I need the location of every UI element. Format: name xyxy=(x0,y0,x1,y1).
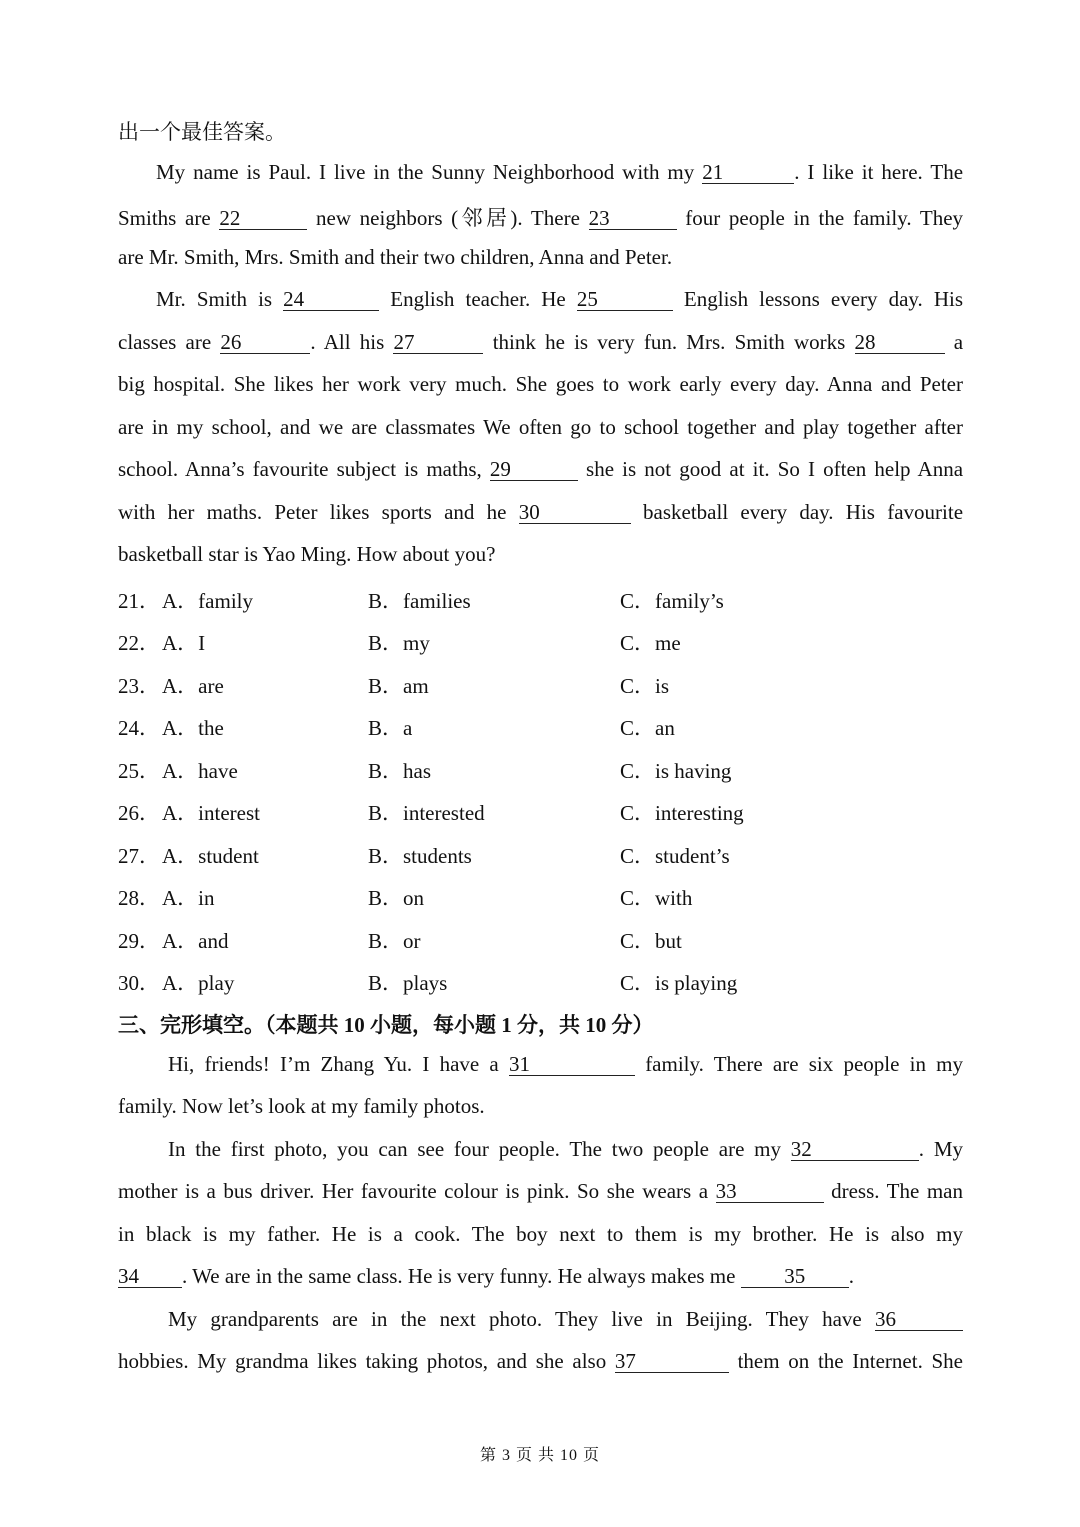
option-c[interactable]: C．student’s xyxy=(620,844,730,868)
option-c[interactable]: C．interesting xyxy=(620,801,744,825)
option-b[interactable]: B．am xyxy=(368,674,429,698)
passage1-line: are in my school, and we are classmates We often go to school together and play together after xyxy=(118,415,963,439)
option-a[interactable]: A．I xyxy=(162,631,206,655)
blank-25[interactable]: 25 xyxy=(577,288,673,311)
option-c[interactable]: C．but xyxy=(620,929,682,953)
question-number: 27． xyxy=(118,844,160,868)
option-b[interactable]: B．or xyxy=(368,929,421,953)
question-number: 30． xyxy=(118,971,160,995)
passage1-line: with her maths. Peter likes sports and he 30 basketball every day. His favourite xyxy=(118,500,964,524)
passage2-line: family. Now let’s look at my family photos. xyxy=(118,1094,485,1118)
option-c[interactable]: C．me xyxy=(620,631,681,655)
passage1-line: Mr. Smith is 24 English teacher. He 25 English lessons every day. His xyxy=(156,287,964,311)
passage1-line: are Mr. Smith, Mrs. Smith and their two children, Anna and Peter. xyxy=(118,245,673,269)
option-b[interactable]: B．families xyxy=(368,589,471,613)
option-c[interactable]: C．is xyxy=(620,674,670,698)
question-number: 21． xyxy=(118,589,160,613)
option-b[interactable]: B．students xyxy=(368,844,472,868)
blank-31[interactable]: 31 xyxy=(509,1053,635,1076)
option-c[interactable]: C．an xyxy=(620,716,675,740)
question-number: 29． xyxy=(118,929,160,953)
passage2-line: In the first photo, you can see four people. The two people are my 32 . My xyxy=(168,1137,963,1161)
passage2-line: My grandparents are in the next photo. They live in Beijing. They have 36 xyxy=(168,1307,963,1332)
question-number: 26． xyxy=(118,801,160,825)
instruction-tail: 出一个最佳答案。 xyxy=(118,120,286,144)
blank-23[interactable]: 23 xyxy=(589,207,677,230)
option-a[interactable]: A．family xyxy=(162,589,253,613)
blank-29[interactable]: 29 xyxy=(490,458,578,481)
passage2-line: mother is a bus driver. Her favourite colour is pink. So she wears a 33 dress. The man xyxy=(118,1179,963,1203)
option-a[interactable]: A．interest xyxy=(162,801,260,825)
option-a[interactable]: A．have xyxy=(162,759,238,783)
passage1-line: basketball star is Yao Ming. How about you? xyxy=(118,542,496,566)
blank-33[interactable]: 33 xyxy=(716,1180,824,1203)
blank-32[interactable]: 32 xyxy=(791,1138,919,1161)
option-b[interactable]: B．interested xyxy=(368,801,485,825)
question-number: 28． xyxy=(118,886,160,910)
option-b[interactable]: B．a xyxy=(368,716,413,740)
blank-26[interactable]: 26 xyxy=(220,331,310,354)
question-number: 24． xyxy=(118,716,160,740)
option-a[interactable]: A．the xyxy=(162,716,224,740)
option-a[interactable]: A．student xyxy=(162,844,259,868)
option-b[interactable]: B．my xyxy=(368,631,430,655)
passage1-line: big hospital. She likes her work very much. She goes to work early every day. Anna and Peter xyxy=(118,372,963,396)
passage2-line: 34 . We are in the same class. He is very funny. He always makes me 35 . xyxy=(118,1264,854,1288)
question-number: 25． xyxy=(118,759,160,783)
passage2-line: hobbies. My grandma likes taking photos, and she also 37 them on the Internet. She xyxy=(118,1349,964,1373)
option-b[interactable]: B．plays xyxy=(368,971,448,995)
blank-28[interactable]: 28 xyxy=(855,331,945,354)
option-c[interactable]: C．with xyxy=(620,886,693,910)
passage2-line: in black is my father. He is a cook. The boy next to them is my brother. He is also my xyxy=(118,1222,963,1246)
passage1-line: Smiths are 22 new neighbors (邻居). There 23 four people in the family. They xyxy=(118,206,964,230)
option-c[interactable]: C．is having xyxy=(620,759,732,783)
question-number: 22． xyxy=(118,631,160,655)
question-number: 23． xyxy=(118,674,160,698)
blank-22[interactable]: 22 xyxy=(219,207,307,230)
passage1-line: school. Anna’s favourite subject is maths, 29 she is not good at it. So I often help Anna xyxy=(118,457,964,481)
blank-27[interactable]: 27 xyxy=(393,331,483,354)
blank-30[interactable]: 30 xyxy=(519,501,631,524)
option-b[interactable]: B．has xyxy=(368,759,431,783)
page-footer: 第 3 页 共 10 页 xyxy=(479,1447,600,1464)
blank-24[interactable]: 24 xyxy=(283,288,379,311)
option-a[interactable]: A．and xyxy=(162,929,229,953)
blank-21[interactable]: 21 xyxy=(702,161,794,184)
blank-36[interactable]: 36 xyxy=(875,1308,963,1331)
passage2-line: Hi, friends! I’m Zhang Yu. I have a 31 family. There are six people in my xyxy=(168,1052,964,1076)
option-a[interactable]: A．are xyxy=(162,674,224,698)
blank-37[interactable]: 37 xyxy=(615,1350,729,1373)
section-heading: 三、完形填空。（本题共 10 小题，每小题 1 分，共 10 分） xyxy=(118,1013,654,1037)
option-c[interactable]: C．is playing xyxy=(620,971,738,995)
blank-35[interactable]: 35 xyxy=(741,1265,849,1288)
option-a[interactable]: A．play xyxy=(162,971,235,995)
option-a[interactable]: A．in xyxy=(162,886,215,910)
option-c[interactable]: C．family’s xyxy=(620,589,724,613)
passage1-line: My name is Paul. I live in the Sunny Neighborhood with my 21 . I like it here. The xyxy=(156,160,964,184)
passage1-line: classes are 26 . All his 27 think he is very fun. Mrs. Smith works 28 a xyxy=(118,330,964,354)
option-b[interactable]: B．on xyxy=(368,886,425,910)
blank-34[interactable]: 34 xyxy=(118,1265,182,1288)
